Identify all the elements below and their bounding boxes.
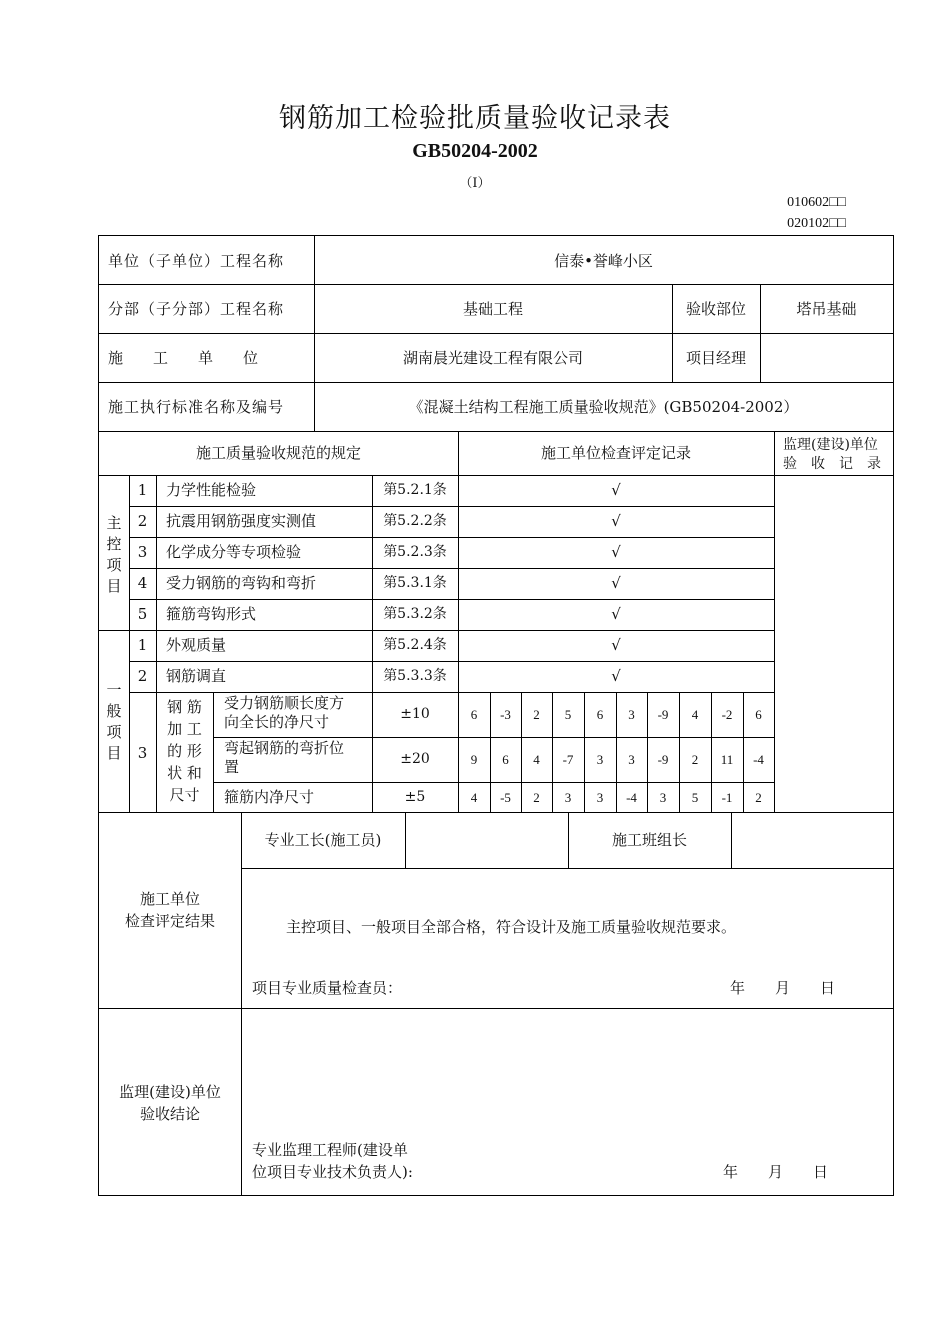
item-number: 2	[137, 512, 148, 530]
branch-name-value: 基础工程	[462, 300, 523, 318]
item-name: 钢筋调直	[166, 667, 227, 685]
acceptance-part-label: 验收部位	[685, 300, 746, 318]
item-name: 箍筋弯钩形式	[166, 605, 257, 623]
grid-line-h	[98, 235, 894, 236]
grid-line-h	[213, 737, 775, 738]
measured-value: 6	[470, 707, 478, 722]
grid-line-v	[731, 812, 732, 869]
measured-value: 4	[533, 752, 540, 767]
contractor-conclusion: 主控项目、一般项目全部合格，符合设计及施工质量验收规范要求。	[286, 918, 737, 936]
grid-line-v	[405, 812, 406, 869]
sub-item-name-1: 受力钢筋顺长度方	[224, 694, 345, 712]
measured-value: 11	[720, 752, 734, 767]
spec-header: 施工质量验收规范的规定	[195, 444, 361, 462]
item-name: 外观质量	[166, 636, 227, 654]
measured-value: -9	[657, 752, 669, 767]
measured-value: 6	[596, 707, 604, 722]
measured-value: 5	[691, 790, 699, 805]
measured-value: 6	[502, 752, 509, 767]
acceptance-part-value: 塔吊基础	[796, 300, 857, 318]
form-code-1: 010602□□	[787, 195, 846, 210]
measured-value: 3	[596, 790, 604, 805]
project-manager-label: 项目经理	[685, 349, 746, 367]
measured-value: 2	[755, 790, 762, 805]
sub-item-name-2: 向全长的净尺寸	[224, 713, 330, 731]
measured-value: 3	[628, 752, 635, 767]
grid-line-v	[760, 284, 761, 383]
item-result: √	[611, 481, 621, 499]
contractor-value: 湖南晨光建设工程有限公司	[402, 349, 583, 367]
supervisor-result-label-1: 监理(建设)单位	[119, 1083, 221, 1101]
item3-number: 3	[137, 744, 148, 762]
measured-value: -2	[721, 707, 733, 722]
sub-item-name-2: 置	[224, 758, 240, 776]
item-result: √	[611, 574, 621, 592]
supervisor-header-line2: 验 收 记 录	[783, 456, 881, 472]
main-items-label: 主控项目	[106, 514, 122, 595]
grid-line-v	[893, 235, 894, 1196]
tolerance: ±5	[404, 789, 426, 805]
general-items-label: 一般项目	[106, 681, 122, 762]
measured-value: -3	[500, 707, 511, 722]
item-number: 4	[137, 574, 148, 592]
supervisor-date: 年 月 日	[723, 1163, 829, 1181]
sub-item-name-1: 弯起钢筋的弯折位	[224, 739, 345, 757]
form-subtitle: （I）	[459, 176, 491, 191]
measured-value: 2	[533, 707, 540, 722]
grid-line-h	[98, 1195, 894, 1196]
form-code-2: 020102□□	[787, 216, 846, 231]
measured-value: 3	[659, 790, 667, 805]
grid-line-h	[98, 333, 894, 334]
tolerance: ±10	[400, 706, 430, 722]
item3-group-line: 钢 筋	[167, 698, 202, 716]
item3-group-line: 状 和	[167, 764, 202, 782]
grid-line-h	[213, 782, 775, 783]
measured-value: -9	[657, 707, 669, 722]
grid-line-h	[98, 630, 775, 631]
supervising-engineer-line1: 专业监理工程师(建设单	[252, 1141, 408, 1159]
tolerance: ±20	[400, 751, 430, 767]
measured-value: 3	[596, 752, 604, 767]
grid-line-h	[98, 1008, 894, 1009]
item3-group-line: 的 形	[167, 742, 202, 760]
item-clause: 第5.3.3条	[383, 668, 447, 684]
contractor-label: 施 工 单 位	[108, 349, 259, 367]
page-title: 钢筋加工检验批质量验收记录表	[279, 103, 671, 134]
measured-value: -7	[562, 752, 574, 767]
supervisor-header-line1: 监理(建设)单位	[783, 437, 878, 453]
measured-value: 6	[755, 707, 762, 722]
supervising-engineer-line2: 位项目专业技术负责人):	[252, 1163, 413, 1181]
item-number: 2	[137, 667, 148, 685]
quality-inspector-label: 项目专业质量检查员：	[252, 979, 403, 997]
grid-line-v	[241, 812, 242, 1196]
item3-group-line: 加 工	[167, 720, 202, 738]
item-number: 1	[137, 481, 148, 499]
team-leader-label: 施工班组长	[611, 831, 687, 849]
item-result: √	[611, 543, 621, 561]
measured-value: -4	[626, 790, 637, 805]
item-result: √	[611, 512, 621, 530]
grid-line-v	[98, 235, 99, 1196]
item-name: 化学成分等专项检验	[166, 543, 302, 561]
supervisor-result-label-2: 验收结论	[139, 1105, 200, 1123]
standard-code: GB50204-2002	[412, 140, 538, 162]
contractor-result-label-1: 施工单位	[139, 890, 200, 908]
item-clause: 第5.2.3条	[383, 544, 447, 560]
grid-line-v	[774, 692, 775, 813]
measured-value: 5	[564, 707, 572, 722]
grid-line-v	[672, 284, 673, 383]
grid-line-h	[129, 661, 775, 662]
measured-value: 2	[533, 790, 540, 805]
standard-label: 施工执行标准名称及编号	[108, 398, 285, 416]
item-clause: 第5.2.1条	[383, 482, 447, 498]
item-name: 力学性能检验	[166, 481, 257, 499]
grid-line-h	[98, 284, 894, 285]
foreman-label: 专业工长(施工员)	[264, 831, 382, 849]
item-number: 1	[137, 636, 148, 654]
standard-value: 《混凝土结构工程施工质量验收规范》(GB50204-2002）	[408, 398, 799, 416]
measured-value: -4	[753, 752, 764, 767]
unit-name-label: 单位（子单位）工程名称	[108, 252, 285, 270]
item-clause: 第5.2.2条	[383, 513, 447, 529]
item-result: √	[611, 667, 621, 685]
grid-line-h	[129, 537, 775, 538]
measured-value: -5	[500, 790, 511, 805]
item-result: √	[611, 605, 621, 623]
measured-value: -1	[721, 790, 733, 805]
item-number: 3	[137, 543, 148, 561]
sub-item-name-1: 箍筋内净尺寸	[224, 788, 315, 806]
measured-value: 2	[691, 752, 699, 767]
measured-value: 3	[628, 707, 635, 722]
item-name: 受力钢筋的弯钩和弯折	[166, 574, 317, 592]
grid-line-h	[129, 506, 775, 507]
branch-name-label: 分部（子分部）工程名称	[108, 300, 285, 318]
measured-value: 3	[564, 790, 572, 805]
grid-line-h	[129, 568, 775, 569]
measured-value: 4	[470, 790, 478, 805]
item-clause: 第5.2.4条	[383, 637, 447, 653]
item-name: 抗震用钢筋强度实测值	[166, 512, 317, 530]
grid-line-v	[213, 692, 214, 813]
measured-value: 4	[691, 707, 699, 722]
grid-line-h	[98, 382, 894, 383]
grid-line-h	[129, 599, 775, 600]
item-number: 5	[137, 605, 148, 623]
item3-group-line: 尺寸	[169, 786, 200, 804]
contractor-result-label-2: 检查评定结果	[124, 912, 215, 930]
item-result: √	[611, 636, 621, 654]
check-record-header: 施工单位检查评定记录	[540, 444, 691, 462]
contractor-date: 年 月 日	[730, 979, 836, 997]
item-clause: 第5.3.2条	[383, 606, 447, 622]
grid-line-v	[156, 475, 157, 813]
measured-value: 9	[470, 752, 478, 767]
unit-name-value: 信泰•誉峰小区	[554, 252, 653, 270]
item-clause: 第5.3.1条	[383, 575, 447, 591]
